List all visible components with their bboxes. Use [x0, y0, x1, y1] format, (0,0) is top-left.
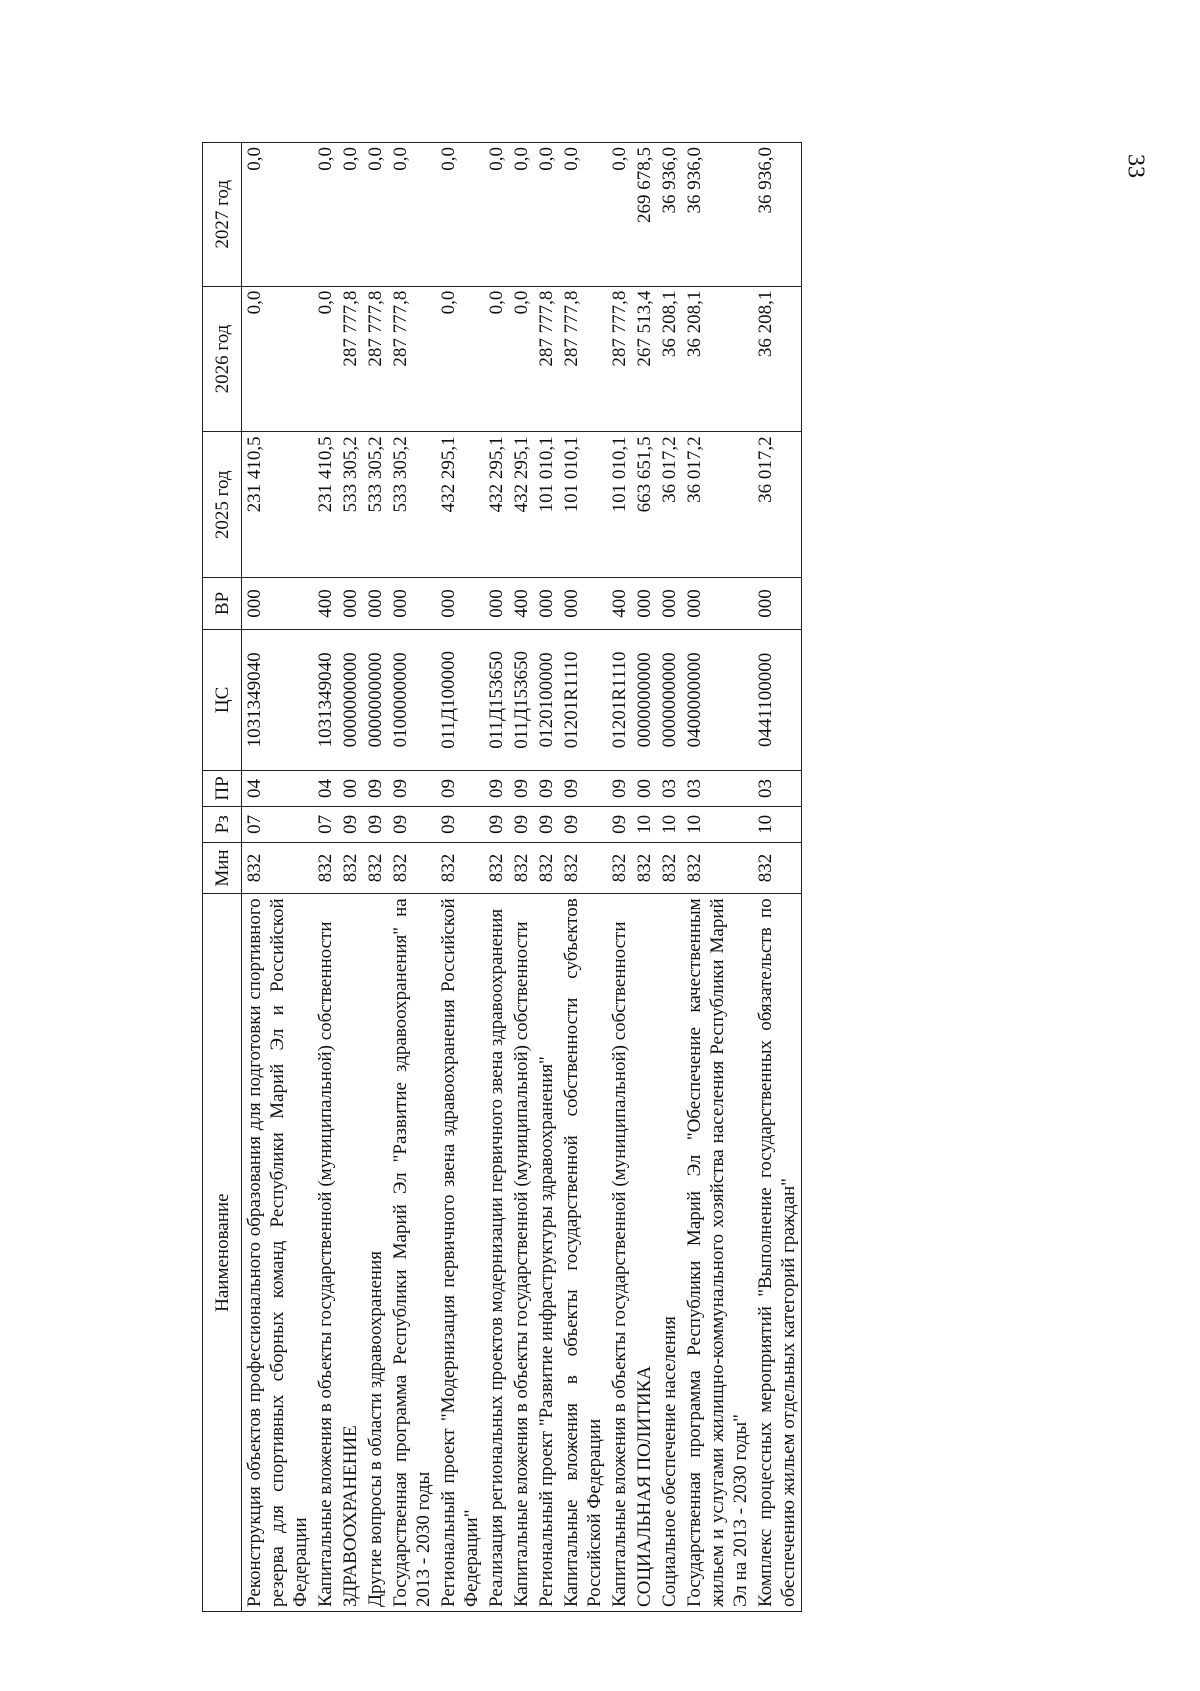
table-body	[242, 143, 802, 1612]
row-2026: 0,0	[509, 286, 534, 432]
row-vr: 000	[363, 578, 388, 630]
table-row	[607, 143, 632, 1612]
row-2027: 0,0	[559, 143, 607, 287]
table-row	[534, 143, 559, 1612]
row-cs: 1031349040	[313, 629, 338, 770]
row-vr: 000	[484, 578, 509, 630]
row-cs: 0000000000	[338, 629, 363, 770]
header-pr: ПР	[203, 771, 242, 807]
row-name: Государственная программа Республики Марий Эл "Обеспечение качественным жильем и услугами жилищно-коммунального хозяйства населения Республики Марий Эл на 2013 - 2030 годы"	[682, 894, 753, 1612]
row-2027: 36 936,0	[753, 143, 802, 287]
table-row	[559, 143, 607, 1612]
row-vr: 400	[607, 578, 632, 630]
row-min: 832	[657, 842, 682, 894]
row-name: Региональный проект "Модернизация первичного звена здравоохранения Российской Федерации"	[436, 894, 484, 1612]
row-2026: 36 208,1	[657, 286, 682, 432]
row-min: 832	[242, 842, 314, 894]
header-name: Наименование	[203, 894, 242, 1612]
row-vr: 000	[242, 578, 314, 630]
row-2025: 231 410,5	[242, 432, 314, 578]
row-cs: 0400000000	[682, 629, 753, 770]
table-row	[338, 143, 363, 1612]
row-2025: 231 410,5	[313, 432, 338, 578]
row-min: 832	[509, 842, 534, 894]
row-rz: 10	[632, 806, 657, 842]
row-cs: 1031349040	[242, 629, 314, 770]
table-row	[682, 143, 753, 1612]
row-pr: 04	[313, 771, 338, 807]
row-rz: 09	[436, 806, 484, 842]
row-pr: 09	[363, 771, 388, 807]
row-cs: 0120100000	[534, 629, 559, 770]
row-cs: 0441100000	[753, 629, 802, 770]
row-2025: 432 295,1	[484, 432, 509, 578]
page-number: 33	[1122, 154, 1149, 178]
row-pr: 04	[242, 771, 314, 807]
row-pr: 09	[388, 771, 436, 807]
row-min: 832	[363, 842, 388, 894]
row-2027: 0,0	[388, 143, 436, 287]
row-2025: 36 017,2	[657, 432, 682, 578]
row-rz: 09	[559, 806, 607, 842]
row-pr: 09	[534, 771, 559, 807]
row-2026: 36 208,1	[753, 286, 802, 432]
table-row	[242, 143, 314, 1612]
row-2026: 287 777,8	[363, 286, 388, 432]
row-2027: 36 936,0	[682, 143, 753, 287]
row-2027: 0,0	[436, 143, 484, 287]
row-rz: 09	[484, 806, 509, 842]
row-min: 832	[313, 842, 338, 894]
row-vr: 000	[632, 578, 657, 630]
row-2025: 432 295,1	[436, 432, 484, 578]
row-2025: 36 017,2	[753, 432, 802, 578]
table-row	[436, 143, 484, 1612]
row-name: Капитальные вложения в объекты государственной (муниципальной) собственности	[313, 894, 338, 1612]
header-2025: 2025 год	[203, 432, 242, 578]
row-2026: 287 777,8	[559, 286, 607, 432]
header-min: Мин	[203, 842, 242, 894]
row-2026: 287 777,8	[607, 286, 632, 432]
row-2025: 101 010,1	[559, 432, 607, 578]
budget-table	[202, 142, 802, 1612]
table-row	[632, 143, 657, 1612]
row-2027: 0,0	[484, 143, 509, 287]
row-2025: 432 295,1	[509, 432, 534, 578]
row-vr: 000	[338, 578, 363, 630]
row-pr: 03	[657, 771, 682, 807]
row-cs: 0000000000	[632, 629, 657, 770]
row-2027: 0,0	[534, 143, 559, 287]
row-2027: 0,0	[338, 143, 363, 287]
row-name: Капитальные вложения в объекты государственной собственности субъектов Российской Федерации	[559, 894, 607, 1612]
row-rz: 09	[388, 806, 436, 842]
header-cs: ЦС	[203, 629, 242, 770]
row-name: Комплекс процессных мероприятий "Выполнение государственных обязательств по обеспечению жильем отдельных категорий граждан"	[753, 894, 802, 1612]
row-vr: 000	[534, 578, 559, 630]
row-rz: 09	[607, 806, 632, 842]
rotated-page-content	[202, 142, 1200, 1612]
row-rz: 09	[363, 806, 388, 842]
row-cs: 011Д100000	[436, 629, 484, 770]
row-2026: 287 777,8	[388, 286, 436, 432]
row-min: 832	[607, 842, 632, 894]
row-vr: 000	[559, 578, 607, 630]
row-name: Реализация региональных проектов модернизации первичного звена здравоохранения	[484, 894, 509, 1612]
row-name: Социальное обеспечение населения	[657, 894, 682, 1612]
row-2026: 267 513,4	[632, 286, 657, 432]
row-pr: 03	[682, 771, 753, 807]
row-min: 832	[436, 842, 484, 894]
row-vr: 400	[313, 578, 338, 630]
row-2025: 101 010,1	[534, 432, 559, 578]
row-vr: 000	[657, 578, 682, 630]
row-min: 832	[338, 842, 363, 894]
row-pr: 00	[632, 771, 657, 807]
row-2027: 0,0	[242, 143, 314, 287]
row-name: Другие вопросы в области здравоохранения	[363, 894, 388, 1612]
row-2027: 0,0	[313, 143, 338, 287]
row-pr: 09	[509, 771, 534, 807]
table-header-row	[203, 143, 242, 1612]
row-2026: 0,0	[484, 286, 509, 432]
row-rz: 10	[753, 806, 802, 842]
row-pr: 09	[436, 771, 484, 807]
row-2026: 287 777,8	[534, 286, 559, 432]
row-2025: 101 010,1	[607, 432, 632, 578]
row-vr: 000	[436, 578, 484, 630]
row-rz: 09	[338, 806, 363, 842]
row-cs: 01201R1110	[607, 629, 632, 770]
row-pr: 09	[559, 771, 607, 807]
row-cs: 0100000000	[388, 629, 436, 770]
row-min: 832	[388, 842, 436, 894]
row-vr: 000	[388, 578, 436, 630]
row-min: 832	[632, 842, 657, 894]
table-row	[313, 143, 338, 1612]
row-2026: 0,0	[313, 286, 338, 432]
row-min: 832	[559, 842, 607, 894]
table-row	[363, 143, 388, 1612]
header-vr: ВР	[203, 578, 242, 630]
row-2026: 287 777,8	[338, 286, 363, 432]
row-rz: 09	[509, 806, 534, 842]
row-name: Капитальные вложения в объекты государственной (муниципальной) собственности	[509, 894, 534, 1612]
row-2025: 533 305,2	[363, 432, 388, 578]
row-name: Реконструкция объектов профессионального образования для подготовки спортивного резерва для спортивных сборных команд Республики Марий Эл и Российской Федерации	[242, 894, 314, 1612]
row-min: 832	[753, 842, 802, 894]
row-2025: 36 017,2	[682, 432, 753, 578]
table-row	[753, 143, 802, 1612]
row-2025: 533 305,2	[338, 432, 363, 578]
table-row	[388, 143, 436, 1612]
row-2026: 0,0	[242, 286, 314, 432]
row-2027: 0,0	[363, 143, 388, 287]
row-cs: 01201R1110	[559, 629, 607, 770]
row-pr: 00	[338, 771, 363, 807]
row-2025: 663 651,5	[632, 432, 657, 578]
row-vr: 000	[753, 578, 802, 630]
row-cs: 0000000000	[657, 629, 682, 770]
row-name: Капитальные вложения в объекты государственной (муниципальной) собственности	[607, 894, 632, 1612]
header-rz: Рз	[203, 806, 242, 842]
row-pr: 09	[484, 771, 509, 807]
row-min: 832	[484, 842, 509, 894]
row-pr: 03	[753, 771, 802, 807]
row-vr: 400	[509, 578, 534, 630]
row-2027: 36 936,0	[657, 143, 682, 287]
row-rz: 07	[313, 806, 338, 842]
row-2026: 36 208,1	[682, 286, 753, 432]
row-2027: 0,0	[607, 143, 632, 287]
row-min: 832	[682, 842, 753, 894]
row-cs: 011Д153650	[509, 629, 534, 770]
row-min: 832	[534, 842, 559, 894]
row-2027: 269 678,5	[632, 143, 657, 287]
table-row	[657, 143, 682, 1612]
table-row	[509, 143, 534, 1612]
header-2026: 2026 год	[203, 286, 242, 432]
row-2026: 0,0	[436, 286, 484, 432]
row-rz: 07	[242, 806, 314, 842]
row-cs: 011Д153650	[484, 629, 509, 770]
row-name: СОЦИАЛЬНАЯ ПОЛИТИКА	[632, 894, 657, 1612]
row-name: Региональный проект "Развитие инфраструктуры здравоохранения"	[534, 894, 559, 1612]
row-name: Государственная программа Республики Марий Эл "Развитие здравоохранения" на 2013 - 2030 годы	[388, 894, 436, 1612]
row-cs: 0000000000	[363, 629, 388, 770]
row-vr: 000	[682, 578, 753, 630]
header-2027: 2027 год	[203, 143, 242, 287]
row-rz: 10	[682, 806, 753, 842]
row-2027: 0,0	[509, 143, 534, 287]
row-name: ЗДРАВООХРАНЕНИЕ	[338, 894, 363, 1612]
table-row	[484, 143, 509, 1612]
row-rz: 09	[534, 806, 559, 842]
row-2025: 533 305,2	[388, 432, 436, 578]
row-rz: 10	[657, 806, 682, 842]
row-pr: 09	[607, 771, 632, 807]
